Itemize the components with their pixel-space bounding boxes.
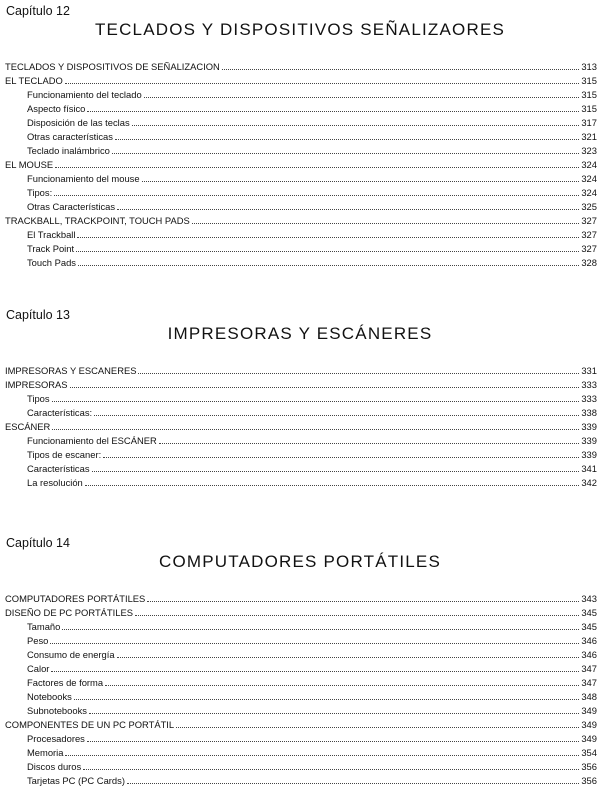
toc-entry — [5, 648, 597, 662]
dot-leader — [65, 74, 580, 84]
toc-entry — [5, 378, 597, 392]
toc-entry — [5, 732, 597, 746]
toc-entry-title: Funcionamiento del ESCÁNER — [27, 435, 157, 446]
toc-entry-title: Factores de forma — [27, 677, 104, 688]
toc-entry-title: Tarjetas PC (PC Cards) — [27, 775, 125, 786]
toc-entry-title: Calor — [27, 663, 50, 674]
toc-entry-page: 347 — [581, 677, 597, 688]
toc-entry-page: 327 — [581, 243, 597, 254]
dot-leader — [76, 242, 579, 252]
toc-entry-page: 354 — [581, 747, 597, 758]
toc-entry-title: IMPRESORAS Y ESCANERES — [5, 365, 137, 376]
dot-leader — [62, 620, 579, 630]
toc-entry — [5, 774, 597, 788]
toc-entry — [5, 186, 597, 200]
dot-leader — [65, 746, 579, 756]
toc-entry-page: 315 — [581, 103, 597, 114]
chapter-label: Capítulo 13 — [6, 308, 70, 322]
toc-entry — [5, 200, 597, 214]
toc-entry-title: Características — [27, 463, 90, 474]
toc-entry — [5, 634, 597, 648]
toc-entry-title: Aspecto físico — [27, 103, 86, 114]
toc-entry-title: IMPRESORAS — [5, 379, 68, 390]
dot-leader — [74, 690, 580, 700]
toc-entry — [5, 102, 597, 116]
dot-leader — [92, 462, 580, 472]
toc-entry-title: Tipos de escaner: — [27, 449, 102, 460]
toc-entry-page: 349 — [581, 733, 597, 744]
dot-leader — [132, 116, 580, 126]
toc-entry — [5, 214, 597, 228]
toc-entry-title: Peso — [27, 635, 49, 646]
toc-entry-title: Disposición de las teclas — [27, 117, 130, 128]
toc-entry — [5, 606, 597, 620]
toc-entry — [5, 144, 597, 158]
toc-entry — [5, 620, 597, 634]
dot-leader — [192, 214, 580, 224]
toc-entry-title: Otras Características — [27, 201, 116, 212]
toc-entry-title: ESCÁNER — [5, 421, 51, 432]
dot-leader — [94, 406, 579, 416]
toc-entry-page: 345 — [581, 607, 597, 618]
dot-leader — [70, 378, 580, 388]
toc-entry — [5, 256, 597, 270]
toc-entry-page: 321 — [581, 131, 597, 142]
toc-entry-page: 339 — [581, 449, 597, 460]
dot-leader — [50, 634, 579, 644]
toc-entry-page: 346 — [581, 649, 597, 660]
toc-entry-page: 349 — [581, 705, 597, 716]
toc-entry-title: Discos duros — [27, 761, 82, 772]
dot-leader — [115, 130, 579, 140]
toc-entry — [5, 116, 597, 130]
toc-entry-page: 315 — [581, 75, 597, 86]
dot-leader — [77, 228, 579, 238]
dot-leader — [103, 448, 579, 458]
dot-leader — [138, 364, 579, 374]
toc-entry — [5, 364, 597, 378]
toc-entry-page: 331 — [581, 365, 597, 376]
dot-leader — [89, 704, 579, 714]
chapter-title: COMPUTADORES PORTÁTILES — [158, 552, 441, 571]
dot-leader — [87, 732, 580, 742]
toc-entry-page: 333 — [581, 393, 597, 404]
toc-entry-page: 333 — [581, 379, 597, 390]
toc-entry-title: Tamaño — [27, 621, 61, 632]
dot-leader — [55, 158, 579, 168]
toc-entry-page: 313 — [581, 61, 597, 72]
toc-entry-title: Track Point — [27, 243, 75, 254]
toc-entry-title: DISEÑO DE PC PORTÁTILES — [5, 607, 133, 618]
toc-entry-page: 356 — [581, 775, 597, 786]
chapter-label: Capítulo 12 — [6, 4, 70, 18]
toc-entry — [5, 172, 597, 186]
toc-entry — [5, 392, 597, 406]
toc-entry — [5, 74, 597, 88]
toc-entry-title: Otras características — [27, 131, 113, 142]
toc-entry-page: 327 — [581, 229, 597, 240]
toc-entry-title: TECLADOS Y DISPOSITIVOS DE SEÑALIZACION — [5, 61, 220, 72]
toc-entry — [5, 760, 597, 774]
toc-entry — [5, 662, 597, 676]
dot-leader — [87, 102, 579, 112]
toc-list — [5, 592, 597, 788]
dot-leader — [52, 392, 580, 402]
toc-entry-page: 342 — [581, 477, 597, 488]
toc-entry — [5, 88, 597, 102]
toc-entry-page: 341 — [581, 463, 597, 474]
toc-entry-title: Tipos: — [27, 187, 53, 198]
toc-entry-title: Notebooks — [27, 691, 72, 702]
toc-entry-title: La resolución — [27, 477, 83, 488]
toc-entry — [5, 406, 597, 420]
toc-entry-title: Consumo de energía — [27, 649, 115, 660]
toc-entry-page: 349 — [581, 719, 597, 730]
toc-entry — [5, 420, 597, 434]
toc-entry — [5, 690, 597, 704]
dot-leader — [117, 200, 579, 210]
toc-entry-title: Memoria — [27, 747, 64, 758]
toc-entry — [5, 676, 597, 690]
toc-list — [5, 364, 597, 490]
dot-leader — [144, 88, 580, 98]
dot-leader — [135, 606, 579, 616]
toc-entry-title: Touch Pads — [27, 257, 76, 268]
dot-leader — [105, 676, 579, 686]
dot-leader — [127, 774, 579, 784]
toc-entry-page: 346 — [581, 635, 597, 646]
toc-entry-page: 315 — [581, 89, 597, 100]
toc-entry-title: Funcionamiento del teclado — [27, 89, 142, 100]
dot-leader — [51, 662, 579, 672]
toc-entry — [5, 448, 597, 462]
chapter-title: TECLADOS Y DISPOSITIVOS SEÑALIZAORES — [94, 20, 506, 39]
toc-entry-title: Características: — [27, 407, 93, 418]
dot-leader — [85, 476, 580, 486]
toc-entry — [5, 130, 597, 144]
toc-entry-title: Teclado inalámbrico — [27, 145, 110, 156]
dot-leader — [112, 144, 579, 154]
dot-leader — [78, 256, 579, 266]
toc-entry-title: Subnotebooks — [27, 705, 87, 716]
toc-entry-page: 317 — [581, 117, 597, 128]
dot-leader — [159, 434, 580, 444]
dot-leader — [52, 420, 579, 430]
toc-list — [5, 60, 597, 270]
toc-entry-title: El Trackball — [27, 229, 76, 240]
toc-entry — [5, 434, 597, 448]
toc-entry-title: Tipos — [27, 393, 50, 404]
dot-leader — [222, 60, 580, 70]
toc-entry-page: 348 — [581, 691, 597, 702]
toc-entry-title: EL MOUSE — [5, 159, 54, 170]
dot-leader — [147, 592, 579, 602]
toc-entry-page: 323 — [581, 145, 597, 156]
toc-entry-page: 324 — [581, 187, 597, 198]
toc-entry — [5, 476, 597, 490]
chapter-title: IMPRESORAS Y ESCÁNERES — [167, 324, 433, 343]
dot-leader — [83, 760, 579, 770]
dot-leader — [54, 186, 579, 196]
toc-entry-title: COMPONENTES DE UN PC PORTÁTIL — [5, 719, 175, 730]
dot-leader — [142, 172, 580, 182]
toc-entry — [5, 746, 597, 760]
toc-entry-page: 345 — [581, 621, 597, 632]
toc-entry-title: TRACKBALL, TRACKPOINT, TOUCH PADS — [5, 215, 190, 226]
toc-entry — [5, 228, 597, 242]
toc-entry — [5, 592, 597, 606]
dot-leader — [176, 718, 579, 728]
toc-entry — [5, 462, 597, 476]
toc-entry — [5, 158, 597, 172]
toc-entry-page: 343 — [581, 593, 597, 604]
toc-entry-page: 328 — [581, 257, 597, 268]
toc-entry-page: 339 — [581, 421, 597, 432]
toc-entry — [5, 704, 597, 718]
toc-entry-title: Funcionamiento del mouse — [27, 173, 140, 184]
toc-entry-page: 356 — [581, 761, 597, 772]
toc-entry-title: COMPUTADORES PORTÁTILES — [5, 593, 146, 604]
dot-leader — [117, 648, 580, 658]
toc-entry-page: 324 — [581, 159, 597, 170]
toc-entry — [5, 60, 597, 74]
toc-entry-page: 347 — [581, 663, 597, 674]
toc-entry-title: Procesadores — [27, 733, 85, 744]
toc-entry-page: 325 — [581, 201, 597, 212]
toc-entry — [5, 718, 597, 732]
toc-entry-title: EL TECLADO — [5, 75, 63, 86]
toc-entry-page: 327 — [581, 215, 597, 226]
toc-entry-page: 339 — [581, 435, 597, 446]
toc-entry-page: 324 — [581, 173, 597, 184]
toc-entry — [5, 242, 597, 256]
chapter-label: Capítulo 14 — [6, 536, 70, 550]
toc-entry-page: 338 — [581, 407, 597, 418]
